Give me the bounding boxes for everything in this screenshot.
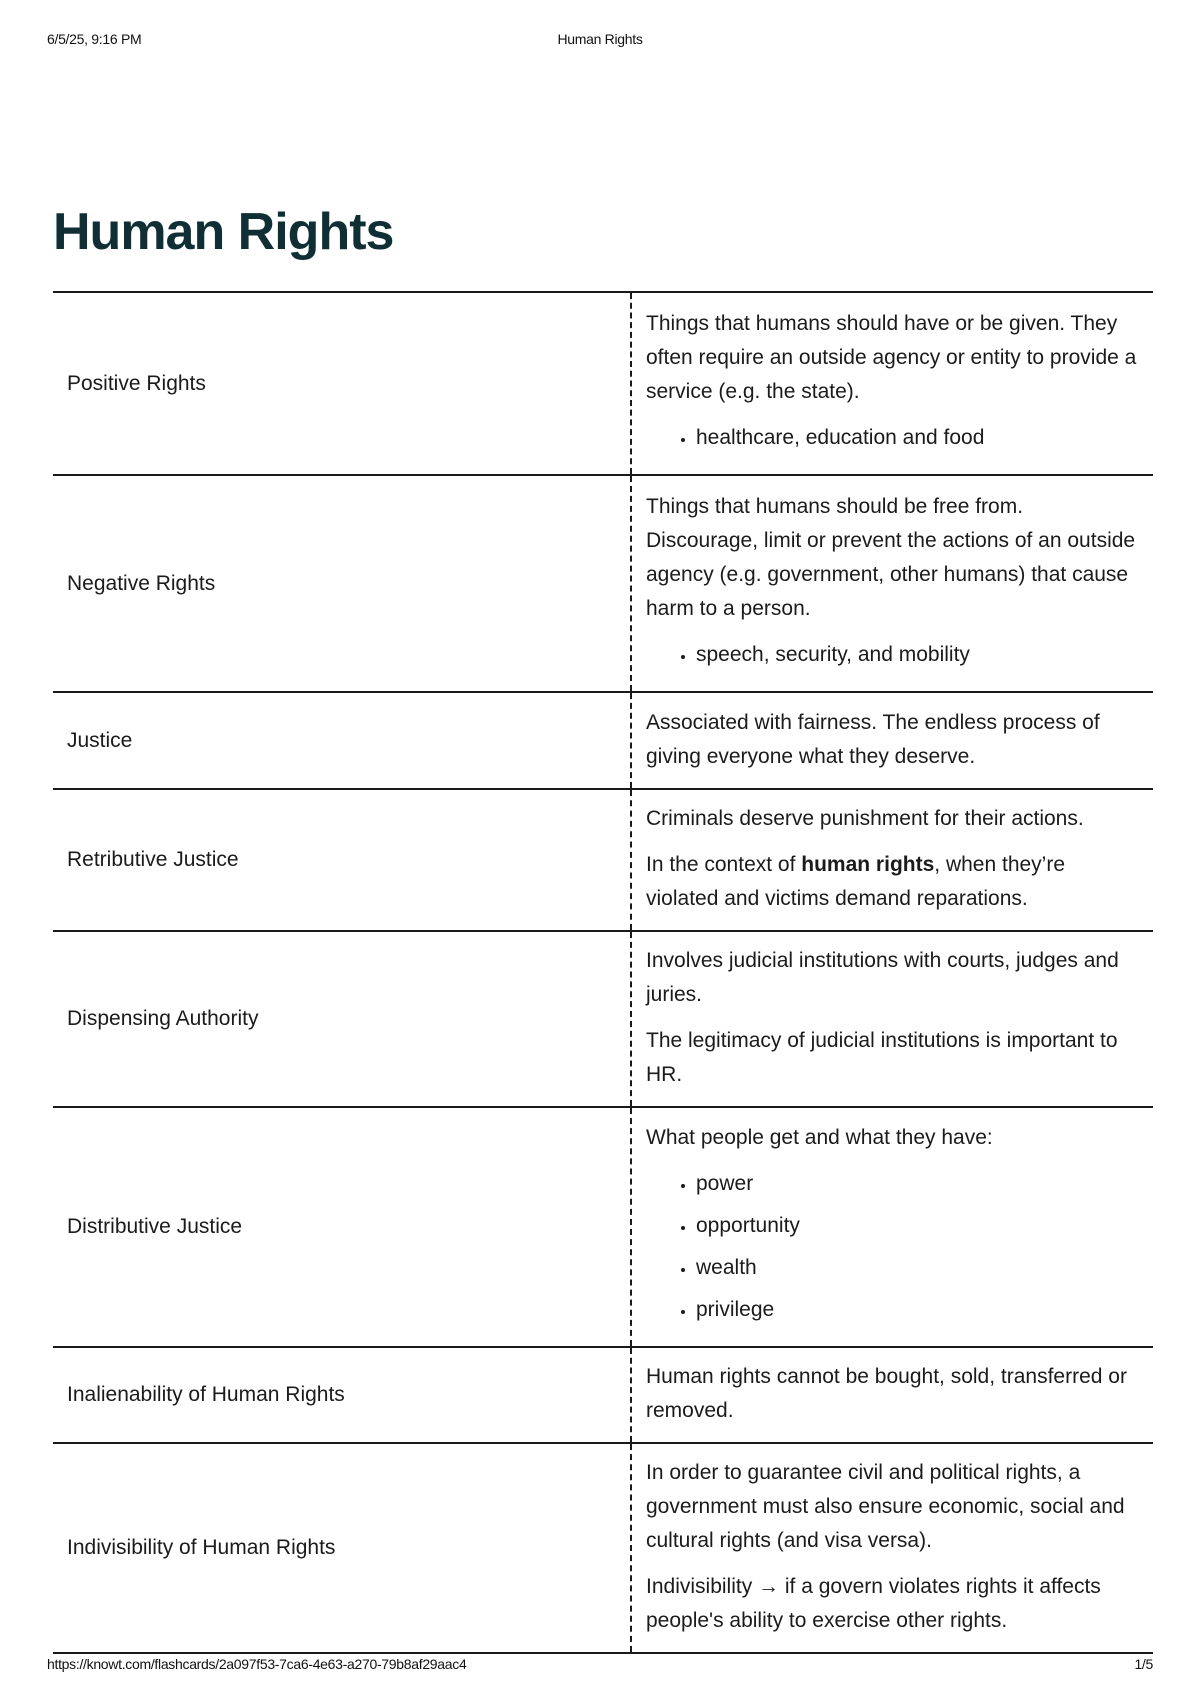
text-run: In the context of	[646, 853, 802, 876]
definition-text: What people get and what they have:	[646, 1126, 993, 1149]
definition-text: Indivisibility → if a govern violates rights it affects people's ability to exercise other rights.	[646, 1575, 1101, 1632]
definition-text	[646, 848, 1139, 916]
term-cell: Positive Rights	[53, 292, 631, 475]
definition-cell	[631, 789, 1153, 931]
term-cell: Inalienability of Human Rights	[53, 1347, 631, 1443]
definition-cell	[631, 692, 1153, 789]
flashcard-row	[53, 931, 1153, 1107]
term-cell: Justice	[53, 692, 631, 789]
definition-cell	[631, 292, 1153, 475]
bold-text: human rights	[801, 853, 935, 876]
print-footer	[47, 1656, 1153, 1676]
flashcard-row	[53, 1347, 1153, 1443]
flashcard-row	[53, 475, 1153, 692]
definition-text: Things that humans should be free from. Discourage, limit or prevent the actions of an outside agency (e.g. government, other humans) that cause harm to a person.	[646, 494, 1136, 620]
print-datetime: 6/5/25, 9:16 PM	[47, 31, 142, 47]
page-number: 1/5	[1134, 1656, 1153, 1672]
definition-text: Things that humans should have or be given. They often require an outside agency or entity to provide a service (e.g. the state).	[646, 311, 1137, 403]
definition-cell	[631, 1347, 1153, 1443]
definition-text: Human rights cannot be bought, sold, transferred or removed.	[646, 1365, 1127, 1422]
source-url: https://knowt.com/flashcards/2a097f53-7ca6-4e63-a270-79b8af29aac4	[47, 1656, 467, 1672]
page-title: Human Rights	[53, 203, 394, 261]
term-cell: Negative Rights	[53, 475, 631, 692]
term-cell: Indivisibility of Human Rights	[53, 1443, 631, 1653]
term-cell: Retributive Justice	[53, 789, 631, 931]
flashcard-row	[53, 1443, 1153, 1653]
text-run: , when they’re violated and victims demand reparations.	[646, 853, 1066, 910]
term-cell: Dispensing Authority	[53, 931, 631, 1107]
definition-text: Criminals deserve punishment for their actions.	[646, 807, 1084, 830]
bullet-list	[646, 417, 1139, 459]
print-doc-title: Human Rights	[557, 31, 643, 47]
bullet-list	[646, 1163, 1139, 1331]
definition-text: Involves judicial institutions with courts, judges and juries.	[646, 949, 1119, 1006]
flashcard-row	[53, 789, 1153, 931]
definition-cell	[631, 1443, 1153, 1653]
definition-text: In order to guarantee civil and political rights, a government must also ensure economic, social and cultural rights (and visa versa).	[646, 1461, 1125, 1552]
bullet-item: • healthcare, education and food	[696, 417, 1139, 459]
flashcard-row	[53, 1107, 1153, 1347]
definition-text: The legitimacy of judicial institutions is important to HR.	[646, 1029, 1118, 1086]
flashcard-row	[53, 692, 1153, 789]
bullet-list	[646, 634, 1139, 676]
bullet-item: • wealth	[696, 1247, 1139, 1289]
definition-text: Associated with fairness. The endless process of giving everyone what they deserve.	[646, 710, 1100, 768]
print-header	[47, 31, 1153, 51]
definition-cell	[631, 475, 1153, 692]
definition-cell	[631, 931, 1153, 1107]
bullet-item: • privilege	[696, 1289, 1139, 1331]
definition-cell	[631, 1107, 1153, 1347]
bullet-item: • opportunity	[696, 1205, 1139, 1247]
bullet-item: • speech, security, and mobility	[696, 634, 1139, 676]
term-cell: Distributive Justice	[53, 1107, 631, 1347]
flashcard-table	[53, 291, 1153, 1654]
flashcard-row	[53, 292, 1153, 475]
bullet-item: • power	[696, 1163, 1139, 1205]
